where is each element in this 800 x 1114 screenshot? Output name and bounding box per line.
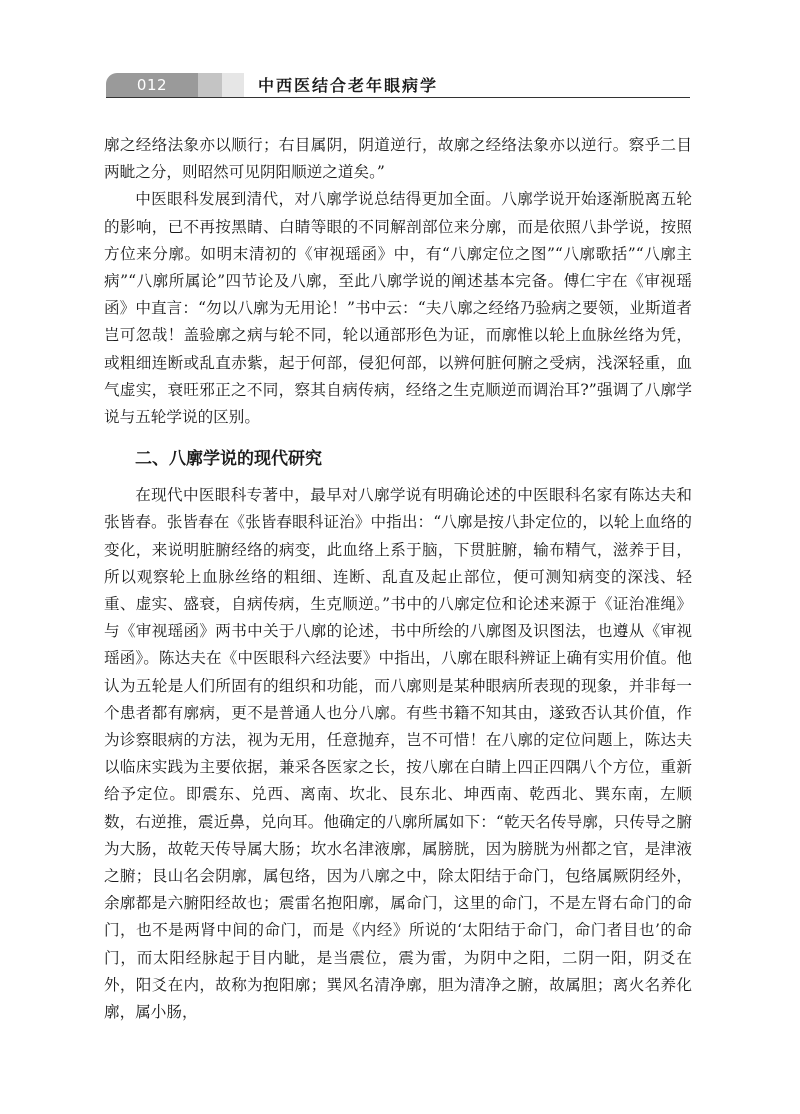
header-tab-shade	[198, 73, 222, 97]
paragraph-modern-research: 在现代中医眼科专著中，最早对八廓学说有明确论述的中医眼科名家有陈达夫和张皆春。张皆春在《张皆春眼科证治》中指出：“八廓是按八卦定位的，以轮上血络的变化，来说明脏腑经络的病变，此血络上系于脑，下贯脏腑，输布精气，滋养于目，所以观察轮上血脉丝络的粗细、连断、乱直及起止部位，便可测知病变的深浅、轻重、虚实、盛衰，自病传病，生克顺逆。”书中的八廓定位和论述来源于《证治准绳》与《审视瑶函》两书中关于八廓的论述，书中所绘的八廓图及识图法，也遵从《审视瑶函》。陈达夫在《中医眼科六经法要》中指出，八廓在眼科辨证上确有实用价值。他认为五轮是人们所固有的组织和功能，而八廓则是某种眼病所表现的现象，并非每一个患者都有廓病，更不是普通人也分八廓。有些书籍不知其由，遂致否认其价值，作为诊察眼病的方法，视为无用，任意抛弃，岂不可惜！在八廓的定位问题上，陈达夫以临床实践为主要依据，兼采各医家之长，按八廓在白睛上四正四隅八个方位，重新给予定位。即震东、兑西、离南、坎北、艮东北、坤西南、乾西北、巽东南，左顺数，右逆推，震近鼻，兑向耳。他确定的八廓所属如下：“乾天名传导廓，只传导之腑为大肠，故乾天传导属大肠；坎水名津液廓，属膀胱，因为膀胱为州都之官，是津液之腑；艮山名会阴廓，属包络，因为八廓之中，除太阳结于命门，包络属厥阴经外，余廓都是六腑阳经故也；震雷名抱阳廓，属命门，这里的命门，不是左肾右命门的命门，也不是两肾中间的命门，而是《内经》所说的‘太阳结于命门，命门者目也’的命门，而太阳经脉起于目内眦，是当震位，震为雷，为阴中之阳，二阴一阳，阴爻在外，阳爻在内，故称为抱阳廓；巽风名清净廓，胆为清净之腑，故属胆；离火名养化廓，属小肠，	[104, 486, 692, 1022]
page-number: 012	[136, 76, 168, 94]
header-tab-shade-light	[222, 73, 244, 97]
page-number-tab	[106, 73, 198, 97]
page-body	[104, 132, 692, 1026]
paragraph-continued: 廓之经络法象亦以顺行；右目属阴，阴道逆行，故廓之经络法象亦以逆行。察乎二目两眦之分，则昭然可见阴阳顺逆之道矣。”	[104, 136, 692, 182]
section-heading: 二、八廓学说的现代研究	[135, 449, 322, 470]
paragraph-qing-dynasty: 中医眼科发展到清代，对八廓学说总结得更加全面。八廓学说开始逐渐脱离五轮的影响，已不再按黑睛、白睛等眼的不同解剖部位来分廓，而是依照八卦学说，按照方位来分廓。如明末清初的《审视瑶函》中，有“八廓定位之图”“八廓歌括”“八廓主病”“八廓所属论”四节论及八廓，至此八廓学说的阐述基本完备。傅仁宇在《审视瑶函》中直言：“勿以八廓为无用论！”书中云：“夫八廓之经络乃验病之要领，业斯道者岂可忽哉！盖验廓之病与轮不同，轮以通部形色为证，而廓惟以轮上血脉丝络为凭，或粗细连断或乱直赤紫，起于何部，侵犯何部，以辨何脏何腑之受病，浅深轻重，血气虚实，衰旺邪正之不同，察其自病传病，经络之生克顺逆而调治耳?”强调了八廓学说与五轮学说的区别。	[104, 190, 692, 427]
page-header	[0, 0, 800, 100]
header-divider	[106, 97, 690, 98]
book-title: 中西医结合老年眼病学	[258, 76, 439, 95]
